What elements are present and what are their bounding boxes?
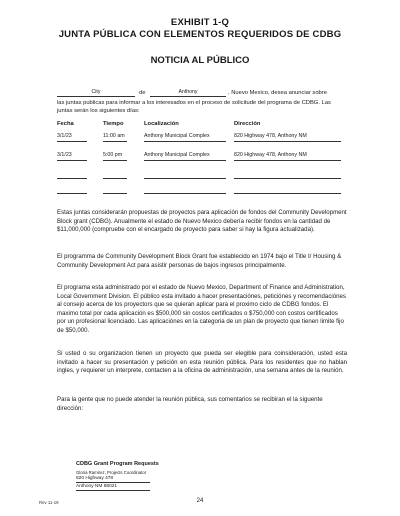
row-4-date [57,185,87,194]
row-3-time [103,170,127,179]
row-1-direction: 820 Highway 478, Anthony NM [234,133,341,142]
row-1-date: 3/1/23 [57,133,87,142]
page-number: 24 [196,498,204,504]
row-2-direction: 820 Highway 478, Anthony NM [234,152,341,161]
paragraph-comments: Para la gente que no puede atender la reunión pública, sus comentarios se recibiran el la siguente dirección: [57,396,323,412]
paragraph-administration: El programa esta administrado por el estado de Nuevo Mexico, Department of Finance and Administration, Local Government Division. El público esta invitado a hacer presentaciónes, peticiónes y recomendaciónes al consejo acerca de los proyectors que se quieran aplicar para el proximo ciclo de CDBG fondos. El maximo total por cada aplicación es $500,000 sin costos certificados o $750,000 con costos certificados por un profesional licenciado. Las aplicaciónes en la categoria de un plan de proyecto que tienen limite fijo de $50,000. [57,284,346,334]
header-time: Tiempo [103,121,124,127]
exhibit-label: EXHIBIT 1-Q [170,17,230,28]
notice-heading: NOTICIA AL PÚBLICO [150,55,250,66]
row-1-time: 11:00 am [103,133,127,142]
row-4-direction [234,185,341,194]
paragraph-funding: Estas juntas considerarán propuestas de proyectos para aplicación de fondos del Community Development Block grant (CDBG). Anualmente el estado de Nuevo Mexico debería recibir fondos en la cantidad de $11,000,000 (compruebe con el encargado de proyecto para saber si hay la figura actualizada). [57,209,347,234]
revision-label: Rev 11-19 [39,500,59,505]
address-contact: Gloria Ramirez, Projects Coordinator [76,470,147,475]
document-title: JUNTA PÚBLICA CON ELEMENTOS REQUERIDOS DE CDBG [58,29,342,40]
town-field: Anthony [150,89,226,97]
intro-body: las juntas publicas para informar a los interesados en el proceso de solicitude del programa de CDBG. Las juntas serán los siguientes días: [57,100,331,114]
row-4-time [103,185,127,194]
intro-de: de [139,90,146,96]
row-1-location: Anthony Municipal Complex [144,133,226,142]
header-date: Fecha [57,121,74,127]
address-title: CDBG Grant Program Requests [76,461,159,467]
address-city: Anthony NM 88021 [76,484,150,491]
row-4-location [144,185,226,194]
address-street: 820 Highway 478 [76,476,150,483]
row-2-date: 3/1/23 [57,152,87,161]
city-field: City [57,89,135,97]
intro-line-rest: , Nuevo Mexico, desea anunciar sobre [228,90,327,96]
paragraph-invitation: Si usted o su organizacion tienen un proyecto que pueda ser elegible para coinsideración, usted esta invitado a hacer su presentación y petición en esta reunión pública. Para los residentes que no hablan ingles, y requierer un interprete, contacten a la oficina de administración, una semana antes de la reunión. [57,350,347,375]
paragraph-history: El programma de Community Development Block Grant fue establecido en 1974 bajo el Title I/ Housing & Community Development Act para asistir personas de bajos ingresos principalmente. [57,253,342,269]
row-2-time: 5:00 pm [103,152,127,161]
header-location: Localización [144,121,179,127]
row-3-date [57,170,87,179]
row-3-direction [234,170,341,179]
row-3-location [144,170,226,179]
row-2-location: Anthony Municipal Complex [144,152,226,161]
header-direction: Dirección [234,121,261,127]
